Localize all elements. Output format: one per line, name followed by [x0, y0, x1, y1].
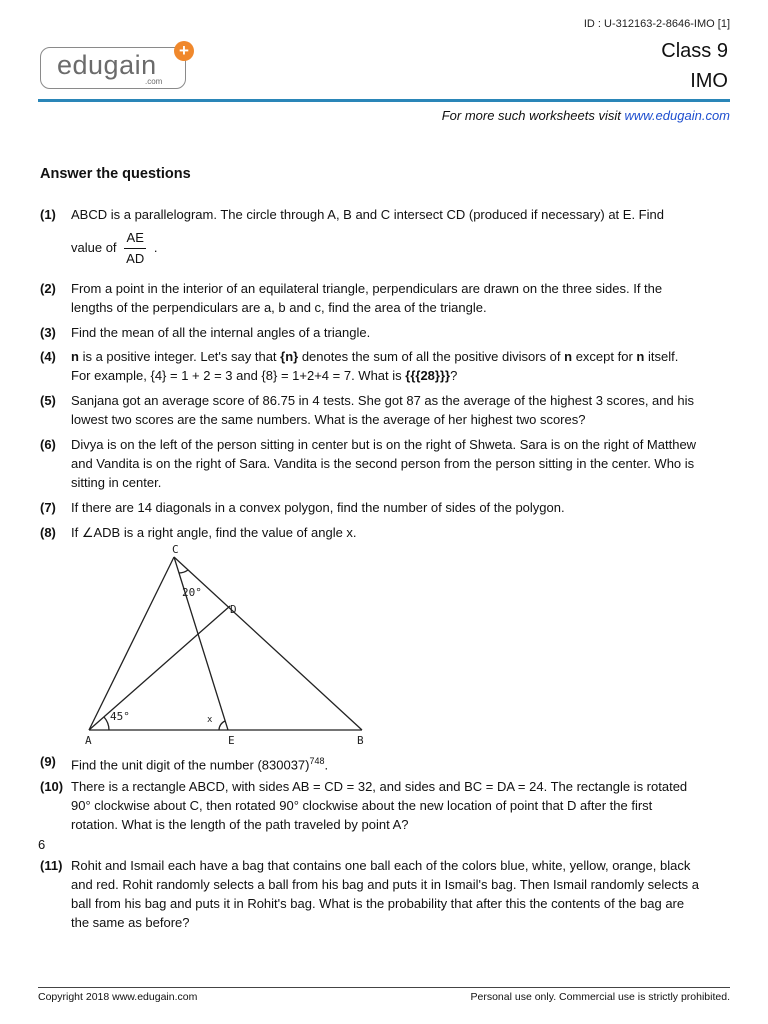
footer-notice: Personal use only. Commercial use is strictly prohibited.	[470, 991, 730, 1003]
class-label: Class 9	[661, 40, 728, 62]
document-id: ID : U-312163-2-8646-IMO [1]	[583, 18, 730, 30]
question-text: Find the mean of all the internal angles of a triangle.	[71, 325, 371, 340]
logo-domain: .com	[145, 77, 163, 86]
plus-icon: +	[174, 41, 194, 61]
line-ac	[89, 557, 174, 730]
line-ce	[174, 557, 228, 730]
question-line: ABCD is a parallelogram. The circle through A, B and C intersect CD (produced if necessary) at E. Find	[71, 207, 664, 222]
angle-arc-a	[104, 717, 109, 730]
fraction-denominator: AD	[126, 251, 145, 266]
question-number: (10)	[40, 779, 64, 794]
question-fragment: itself. For example, {4} = 1 + 2 = 3 and {8} = 1+2+4 = 7. What is	[71, 349, 679, 383]
question-text	[71, 752, 701, 774]
question-fragment: {n}	[280, 349, 299, 364]
stray-number: 6	[38, 837, 46, 852]
section-title: Answer the questions	[40, 166, 191, 182]
worksheets-link[interactable]: www.edugain.com	[624, 108, 730, 123]
label-e: E	[228, 734, 235, 746]
question-fragment: n	[71, 349, 79, 364]
question-text: Divya is on the left of the person sitting in center but is on the right of Shweta. Sara is on the right of Matthew and Vandita is on the right of Sara. Vandita is the second person from the person sitting in the center. Who is sitting in center.	[71, 437, 697, 490]
question-fragment: {{{28}}}	[405, 368, 451, 383]
question-fragment: value of	[71, 239, 117, 255]
question-number: (5)	[40, 393, 56, 408]
question-text: There is a rectangle ABCD, with sides AB = CD = 32, and sides and BC = DA = 24. The rectangle is rotated 90° clockwise about C, then rotated 90° clockwise about the new location of point that D after the first rotation. What is the length of the path traveled by point A?	[71, 779, 688, 832]
question-line	[71, 228, 701, 269]
question-text: If ∠ADB is a right angle, find the value of angle x.	[71, 525, 357, 540]
question-fragment: .	[153, 239, 158, 255]
label-a: A	[85, 734, 92, 746]
footer-divider	[38, 987, 730, 988]
question-fragment: except for	[572, 349, 637, 364]
question-number: (2)	[40, 281, 56, 296]
footer-copyright: Copyright 2018 www.edugain.com	[38, 991, 198, 1003]
exponent: 748	[309, 756, 325, 766]
question-fragment: denotes the sum of all the positive divisors of	[298, 349, 565, 364]
question-text: Sanjana got an average score of 86.75 in 4 tests. She got 87 as the average of the highest 3 scores, and his lowest two scores are the same numbers. What is the average of her highest two scores?	[71, 393, 694, 427]
exam-label: IMO	[690, 70, 728, 92]
triangle-figure	[80, 540, 380, 746]
question-number: (6)	[40, 437, 56, 452]
question-text	[71, 347, 701, 385]
logo-text: edugain	[57, 50, 157, 80]
label-c: C	[172, 543, 179, 556]
question-number: (1)	[40, 207, 56, 222]
fraction-numerator: AE	[124, 228, 146, 249]
question-number: (9)	[40, 754, 56, 769]
question-fragment: n	[564, 349, 573, 364]
angle-arc-c	[179, 570, 188, 573]
question-text: If there are 14 diagonals in a convex polygon, find the number of sides of the polygon.	[71, 500, 565, 515]
question-number: (8)	[40, 525, 56, 540]
angle-label-a: 45°	[110, 710, 130, 723]
angle-label-top: 20°	[182, 586, 202, 599]
line-cb	[174, 557, 362, 730]
fraction	[124, 228, 146, 269]
question-text	[71, 205, 701, 269]
header-divider	[38, 99, 730, 102]
question-1	[40, 205, 700, 267]
worksheets-note	[442, 108, 730, 123]
question-number: (11)	[40, 858, 63, 873]
question-number: (4)	[40, 349, 56, 364]
question-fragment: Find the unit digit of the number (830037)	[71, 757, 310, 773]
angle-arc-e	[219, 721, 225, 730]
angle-label-x: x	[207, 715, 213, 725]
question-text: From a point in the interior of an equilateral triangle, perpendiculars are drawn on the three sides. If the lengths of the perpendiculars are a, b and c, find the area of the triangle.	[71, 281, 663, 315]
question-number: (7)	[40, 500, 56, 515]
question-fragment: n	[636, 349, 645, 364]
question-number: (3)	[40, 325, 56, 340]
worksheets-prefix: For more such worksheets visit	[441, 108, 625, 123]
question-fragment: is a positive integer. Let's say that	[78, 349, 281, 364]
question-fragment: .	[324, 757, 329, 773]
label-b: B	[357, 734, 364, 746]
edugain-logo[interactable]	[40, 47, 186, 89]
question-text: Rohit and Ismail each have a bag that contains one ball each of the colors blue, white, yellow, orange, black and red. Rohit randomly selects a ball from his bag and puts it in Ismail's bag. Then Ismail randomly selects a ball from his bag and puts it in Rohit's bag. What is the probability that after this the contents of the bag are the same as before?	[71, 858, 699, 930]
label-d: D	[230, 603, 237, 616]
question-fragment: ?	[450, 368, 458, 383]
